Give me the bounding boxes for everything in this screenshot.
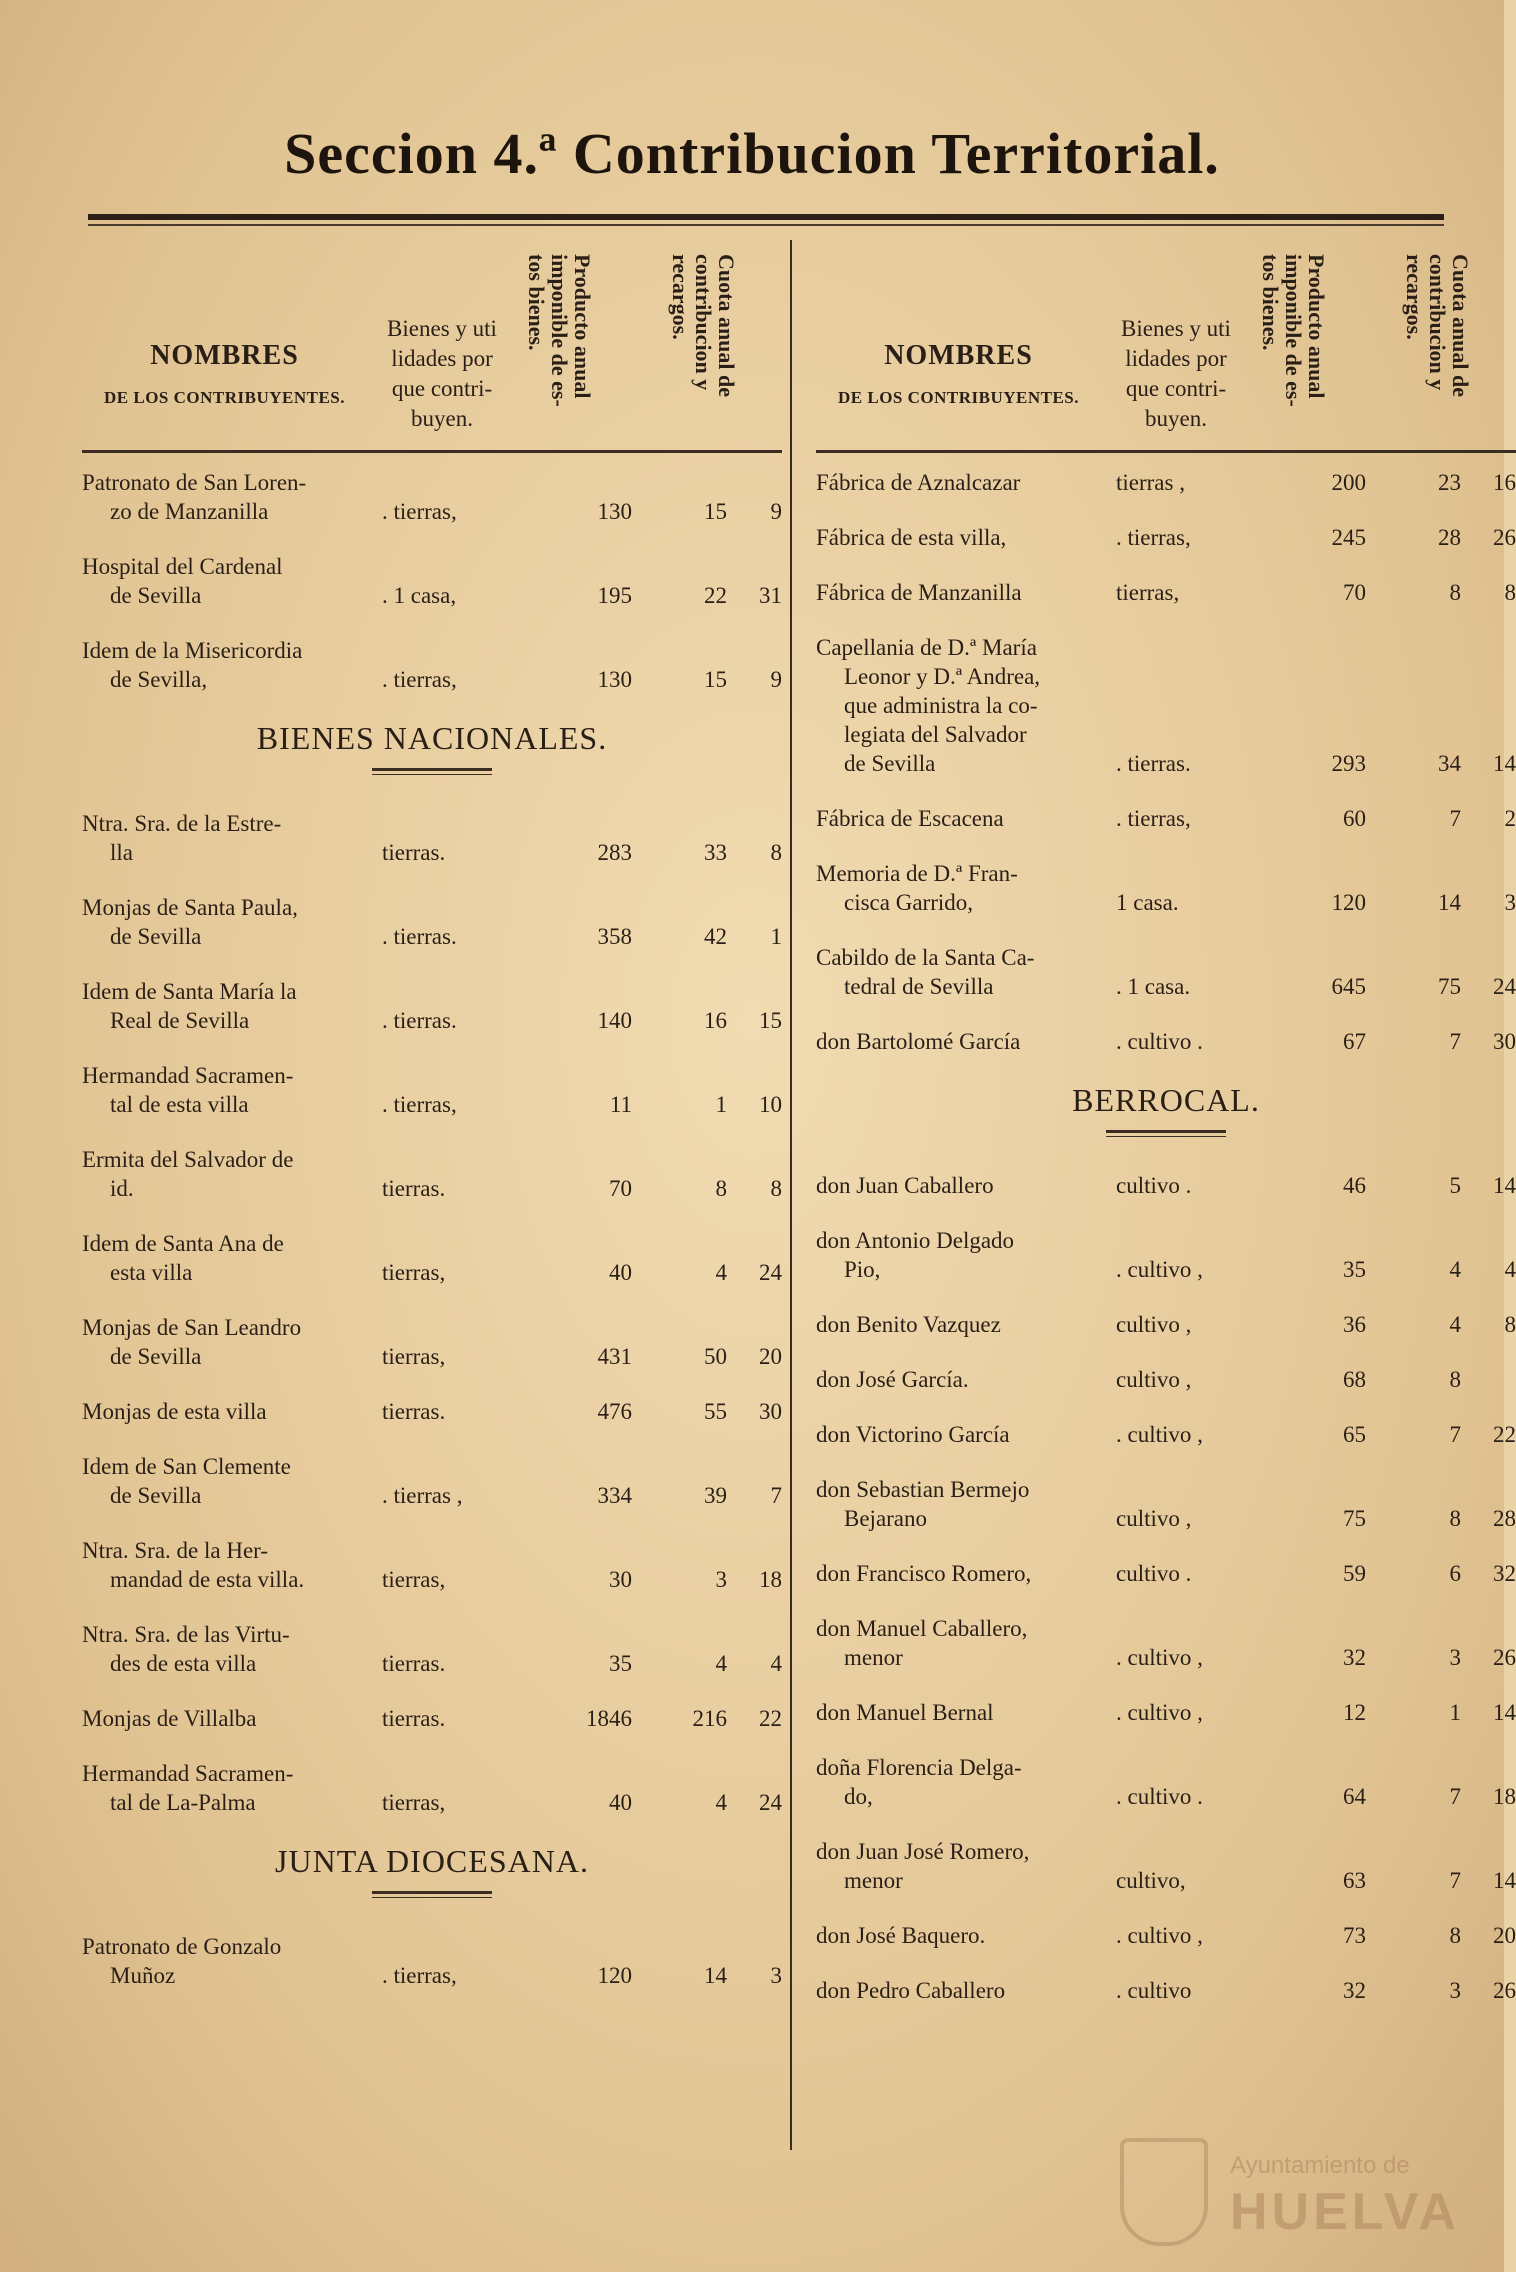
cuota-reales-cell: 216 <box>692 1706 727 1731</box>
header-nombres: NOMBRES DE LOS CONTRIBUYENTES. <box>837 340 1080 407</box>
producto-cell: 32 <box>1343 1978 1366 2003</box>
left-table-body <box>82 468 782 1990</box>
table-row <box>816 1027 1516 1056</box>
cuota-reales-cell: 4 <box>715 1651 727 1676</box>
producto-cell: 476 <box>597 1399 632 1424</box>
bienes-cell: tierras. <box>382 1706 446 1731</box>
bienes-cell: . tierras, <box>382 667 457 692</box>
contributor-name: Hermandad Sacramen- tal de esta villa <box>82 1063 294 1117</box>
contributor-name: Cabildo de la Santa Ca- tedral de Sevilla <box>816 945 1035 999</box>
cuota-maravedis-cell: 10 <box>759 1092 782 1117</box>
contributor-name: Monjas de San Leandro de Sevilla <box>82 1315 302 1369</box>
cuota-reales-cell: 7 <box>1449 806 1461 831</box>
contributor-name: don Victorino García <box>816 1422 1010 1447</box>
bienes-cell: . cultivo . <box>1116 1029 1203 1054</box>
table-row <box>82 468 782 526</box>
section-rule <box>372 1891 492 1898</box>
title-rule-thin <box>88 224 1444 226</box>
cuota-maravedis-cell: 2 <box>1504 806 1516 831</box>
producto-cell: 358 <box>597 924 632 949</box>
header-cuota: Cuota anual de contribucion y recargos. <box>1402 254 1473 398</box>
contributor-name: Idem de Santa Ana de esta villa <box>82 1231 284 1285</box>
cuota-reales-cell: 4 <box>1449 1312 1461 1337</box>
cuota-maravedis-cell: 4 <box>1504 1257 1516 1282</box>
cuota-maravedis-cell: 30 <box>759 1399 782 1424</box>
table-row <box>82 1452 782 1510</box>
cuota-maravedis-cell: 26 <box>1493 1645 1516 1670</box>
table-row <box>816 1171 1516 1200</box>
cuota-maravedis-cell: 14 <box>1493 1700 1516 1725</box>
contributor-name: Fábrica de Escacena <box>816 806 1004 831</box>
section-heading: BERROCAL. <box>1072 1082 1260 1118</box>
cuota-reales-cell: 1 <box>715 1092 727 1117</box>
bienes-cell: tierras , <box>1116 470 1185 495</box>
bienes-cell: tierras, <box>382 1567 446 1592</box>
table-row <box>82 1932 782 1990</box>
cuota-reales-cell: 8 <box>1449 580 1461 605</box>
section-heading: BIENES NACIONALES. <box>256 720 608 756</box>
cuota-maravedis-cell: 28 <box>1493 1506 1516 1531</box>
page-title: Seccion 4.ª Contribucion Territorial. <box>284 121 1220 186</box>
contributor-name: Hermandad Sacramen- tal de La-Palma <box>82 1761 294 1815</box>
bienes-cell: tierras. <box>382 840 446 865</box>
left-table-header <box>82 240 782 450</box>
watermark: Ayuntamiento de HUELVA <box>1120 2138 1440 2248</box>
producto-cell: 60 <box>1343 806 1366 831</box>
cuota-reales-cell: 3 <box>1449 1645 1461 1670</box>
cuota-reales-cell: 22 <box>704 583 727 608</box>
producto-cell: 40 <box>609 1260 632 1285</box>
table-row <box>816 1976 1516 2005</box>
table-row <box>82 552 782 610</box>
bienes-cell: cultivo , <box>1116 1367 1192 1392</box>
bienes-cell: cultivo, <box>1116 1868 1186 1893</box>
bienes-cell: tierras. <box>382 1651 446 1676</box>
table-row <box>82 1061 782 1119</box>
cuota-reales-cell: 55 <box>704 1399 727 1424</box>
cuota-maravedis-cell: 16 <box>1493 470 1516 495</box>
header-rule <box>82 450 782 453</box>
producto-cell: 46 <box>1343 1173 1366 1198</box>
bienes-cell: cultivo . <box>1116 1561 1192 1586</box>
contributor-name: Fábrica de Manzanilla <box>816 580 1022 605</box>
header-nombres: NOMBRES DE LOS CONTRIBUYENTES. <box>103 340 346 407</box>
contributor-name: Idem de San Clemente de Sevilla <box>82 1454 291 1508</box>
cuota-maravedis-cell: 26 <box>1493 525 1516 550</box>
cuota-reales-cell: 6 <box>1449 1561 1461 1586</box>
producto-cell: 40 <box>609 1790 632 1815</box>
cuota-maravedis-cell: 4 <box>770 1651 782 1676</box>
contributor-name: Fábrica de esta villa, <box>816 525 1007 550</box>
contributor-name: don Antonio Delgado Pio, <box>816 1228 1015 1282</box>
producto-cell: 293 <box>1331 751 1366 776</box>
cuota-maravedis-cell: 1 <box>770 924 782 949</box>
contributor-name: Patronato de San Loren- zo de Manzanilla <box>82 470 307 524</box>
table-row <box>82 893 782 951</box>
bienes-cell: tierras. <box>382 1399 446 1424</box>
table-row <box>82 1229 782 1287</box>
contributor-name: don José Baquero. <box>816 1923 986 1948</box>
cuota-reales-cell: 33 <box>704 840 727 865</box>
table-row <box>816 1837 1516 1895</box>
producto-cell: 11 <box>609 1092 632 1117</box>
cuota-reales-cell: 16 <box>704 1008 727 1033</box>
producto-cell: 140 <box>597 1008 632 1033</box>
cuota-maravedis-cell: 24 <box>759 1790 782 1815</box>
bienes-cell: cultivo , <box>1116 1312 1192 1337</box>
bienes-cell: tierras, <box>382 1260 446 1285</box>
table-row <box>816 1420 1516 1449</box>
cuota-reales-cell: 15 <box>704 499 727 524</box>
contributor-name: Ntra. Sra. de la Her- mandad de esta villa. <box>82 1538 305 1592</box>
contributor-name: don Francisco Romero, <box>816 1561 1032 1586</box>
cuota-maravedis-cell: 3 <box>1504 890 1516 915</box>
header-bienes: Bienes y uti lidades por que contri- buyen. <box>387 316 497 431</box>
producto-cell: 63 <box>1343 1868 1366 1893</box>
cuota-reales-cell: 28 <box>1438 525 1461 550</box>
contributor-name: Capellania de D.ª María Leonor y D.ª Andrea, que administra la co- legiata del Salvador de Sevilla <box>816 635 1041 776</box>
cuota-reales-cell: 75 <box>1438 974 1461 999</box>
table-row <box>82 1704 782 1733</box>
table-row <box>816 1753 1516 1811</box>
cuota-maravedis-cell: 32 <box>1493 1561 1516 1586</box>
contributor-name: don José García. <box>816 1367 969 1392</box>
bienes-cell: . tierras. <box>382 1008 457 1033</box>
cuota-reales-cell: 14 <box>704 1963 727 1988</box>
table-row <box>816 1559 1516 1588</box>
producto-cell: 120 <box>1331 890 1366 915</box>
contributor-name: Ermita del Salvador de id. <box>82 1147 294 1201</box>
table-row <box>816 578 1516 607</box>
header-producto: Producto anual imponible de es- tos bienes. <box>524 254 595 407</box>
cuota-reales-cell: 1 <box>1449 1700 1461 1725</box>
cuota-reales-cell: 3 <box>1449 1978 1461 2003</box>
bienes-cell: . tierras. <box>1116 751 1191 776</box>
contributor-name: don Bartolomé García <box>816 1029 1021 1054</box>
left-column <box>82 240 782 2016</box>
bienes-cell: tierras. <box>382 1176 446 1201</box>
producto-cell: 36 <box>1343 1312 1366 1337</box>
cuota-maravedis-cell: 15 <box>759 1008 782 1033</box>
cuota-maravedis-cell: 22 <box>1493 1422 1516 1447</box>
bienes-cell: . tierras. <box>382 924 457 949</box>
contributor-name: Idem de la Misericordia de Sevilla, <box>82 638 303 692</box>
table-row <box>82 1759 782 1817</box>
cuota-reales-cell: 8 <box>1449 1367 1461 1392</box>
bienes-cell: . tierras , <box>382 1483 463 1508</box>
table-row <box>816 1310 1516 1339</box>
cuota-reales-cell: 7 <box>1449 1784 1461 1809</box>
table-row <box>816 1921 1516 1950</box>
cuota-maravedis-cell: 24 <box>759 1260 782 1285</box>
contributor-name: Fábrica de Aznalcazar <box>816 470 1021 495</box>
bienes-cell: . cultivo <box>1116 1978 1192 2003</box>
contributor-name: Ntra. Sra. de la Estre- lla <box>82 811 282 865</box>
header-producto: Producto anual imponible de es- tos bienes. <box>1258 254 1329 407</box>
producto-cell: 283 <box>597 840 632 865</box>
table-row <box>82 1313 782 1371</box>
producto-cell: 35 <box>1343 1257 1366 1282</box>
contributor-name: don Manuel Bernal <box>816 1700 994 1725</box>
bienes-cell: tierras, <box>1116 580 1180 605</box>
table-row <box>82 1145 782 1203</box>
cuota-reales-cell: 3 <box>715 1567 727 1592</box>
table-row <box>82 1397 782 1426</box>
header-cuota: Cuota anual de contribucion y recargos. <box>668 254 739 398</box>
column-divider <box>790 240 792 2150</box>
bienes-cell: . tierras, <box>382 1092 457 1117</box>
bienes-cell: . cultivo , <box>1116 1700 1203 1725</box>
producto-cell: 35 <box>609 1651 632 1676</box>
table-row <box>82 1536 782 1594</box>
cuota-maravedis-cell: 8 <box>770 1176 782 1201</box>
cuota-maravedis-cell: 18 <box>759 1567 782 1592</box>
cuota-maravedis-cell: 20 <box>1493 1923 1516 1948</box>
cuota-reales-cell: 7 <box>1449 1422 1461 1447</box>
right-table-body <box>816 468 1516 2005</box>
bienes-cell: . cultivo , <box>1116 1923 1203 1948</box>
header-bienes: Bienes y uti lidades por que contri- buyen. <box>1121 316 1231 431</box>
cuota-reales-cell: 5 <box>1449 1173 1461 1198</box>
producto-cell: 32 <box>1343 1645 1366 1670</box>
bienes-cell: . cultivo , <box>1116 1645 1203 1670</box>
contributor-name: Memoria de D.ª Fran- cisca Garrido, <box>816 861 1018 915</box>
contributor-name: don Sebastian Bermejo Bejarano <box>816 1477 1030 1531</box>
bienes-cell: 1 casa. <box>1116 890 1179 915</box>
contributor-name: don Manuel Caballero, menor <box>816 1616 1028 1670</box>
cuota-reales-cell: 34 <box>1438 751 1461 776</box>
table-row <box>82 809 782 867</box>
table-row <box>816 859 1516 917</box>
contributor-name: Ntra. Sra. de las Virtu- des de esta villa <box>82 1622 290 1676</box>
table-row <box>816 523 1516 552</box>
cuota-maravedis-cell: 8 <box>1504 1312 1516 1337</box>
bienes-cell: . tierras, <box>1116 525 1191 550</box>
table-row <box>816 1365 1516 1394</box>
cuota-reales-cell: 8 <box>1449 1506 1461 1531</box>
bienes-cell: tierras, <box>382 1344 446 1369</box>
contributor-name: Idem de Santa María la Real de Sevilla <box>82 979 297 1033</box>
table-row <box>816 1475 1516 1533</box>
cuota-maravedis-cell: 14 <box>1493 1173 1516 1198</box>
producto-cell: 75 <box>1343 1506 1366 1531</box>
producto-cell: 30 <box>609 1567 632 1592</box>
producto-cell: 73 <box>1343 1923 1366 1948</box>
cuota-maravedis-cell: 9 <box>770 499 782 524</box>
cuota-reales-cell: 15 <box>704 667 727 692</box>
producto-cell: 70 <box>609 1176 632 1201</box>
cuota-maravedis-cell: 9 <box>770 667 782 692</box>
cuota-maravedis-cell: 22 <box>759 1706 782 1731</box>
contributor-name: Monjas de Santa Paula, de Sevilla <box>82 895 298 949</box>
table-row <box>82 636 782 694</box>
cuota-reales-cell: 14 <box>1438 890 1461 915</box>
section-rule <box>1106 1130 1226 1137</box>
bienes-cell: tierras, <box>382 1790 446 1815</box>
cuota-maravedis-cell: 30 <box>1493 1029 1516 1054</box>
contributor-name: Patronato de Gonzalo Muñoz <box>82 1934 282 1988</box>
cuota-maravedis-cell: 26 <box>1493 1978 1516 2003</box>
producto-cell: 65 <box>1343 1422 1366 1447</box>
contributor-name: Monjas de Villalba <box>82 1706 257 1731</box>
bienes-cell: . 1 casa, <box>382 583 457 608</box>
shield-icon <box>1120 2138 1208 2246</box>
producto-cell: 130 <box>597 499 632 524</box>
cuota-maravedis-cell: 8 <box>770 840 782 865</box>
cuota-maravedis-cell: 24 <box>1493 974 1516 999</box>
cuota-reales-cell: 7 <box>1449 1029 1461 1054</box>
title-rule <box>88 214 1444 220</box>
producto-cell: 12 <box>1343 1700 1366 1725</box>
producto-cell: 68 <box>1343 1367 1366 1392</box>
table-row <box>816 943 1516 1001</box>
table-row <box>816 1698 1516 1727</box>
cuota-reales-cell: 23 <box>1438 470 1461 495</box>
table-row <box>816 468 1516 497</box>
producto-cell: 334 <box>597 1483 632 1508</box>
cuota-reales-cell: 4 <box>715 1790 727 1815</box>
cuota-maravedis-cell: 3 <box>770 1963 782 1988</box>
contributor-name: don Benito Vazquez <box>816 1312 1001 1337</box>
bienes-cell: . 1 casa. <box>1116 974 1191 999</box>
producto-cell: 59 <box>1343 1561 1366 1586</box>
cuota-maravedis-cell: 18 <box>1493 1784 1516 1809</box>
right-table-header <box>816 240 1516 450</box>
table-row <box>82 977 782 1035</box>
section-heading: JUNTA DIOCESANA. <box>275 1843 589 1879</box>
bienes-cell: . tierras, <box>382 1963 457 1988</box>
producto-cell: 645 <box>1331 974 1366 999</box>
producto-cell: 70 <box>1343 580 1366 605</box>
table-row <box>82 1620 782 1678</box>
cuota-maravedis-cell: 31 <box>759 583 782 608</box>
bienes-cell: cultivo . <box>1116 1173 1192 1198</box>
cuota-reales-cell: 4 <box>1449 1257 1461 1282</box>
contributor-name: don Juan Caballero <box>816 1173 994 1198</box>
bienes-cell: cultivo , <box>1116 1506 1192 1531</box>
contributor-name: Monjas de esta villa <box>82 1399 267 1424</box>
cuota-reales-cell: 8 <box>1449 1923 1461 1948</box>
cuota-reales-cell: 50 <box>704 1344 727 1369</box>
cuota-reales-cell: 42 <box>704 924 727 949</box>
contributor-name: don Pedro Caballero <box>816 1978 1006 2003</box>
cuota-maravedis-cell: 20 <box>759 1344 782 1369</box>
producto-cell: 67 <box>1343 1029 1366 1054</box>
section-rule <box>372 768 492 775</box>
bienes-cell: . tierras, <box>1116 806 1191 831</box>
bienes-cell: . tierras, <box>382 499 457 524</box>
bienes-cell: . cultivo . <box>1116 1784 1203 1809</box>
producto-cell: 200 <box>1331 470 1366 495</box>
producto-cell: 64 <box>1343 1784 1366 1809</box>
cuota-maravedis-cell: 8 <box>1504 580 1516 605</box>
producto-cell: 130 <box>597 667 632 692</box>
table-row <box>816 1614 1516 1672</box>
right-column <box>816 240 1516 2031</box>
cuota-reales-cell: 39 <box>704 1483 727 1508</box>
cuota-reales-cell: 4 <box>715 1260 727 1285</box>
producto-cell: 431 <box>597 1344 632 1369</box>
table-row <box>816 633 1516 778</box>
table-row <box>816 804 1516 833</box>
contributor-name: Hospital del Cardenal de Sevilla <box>82 554 283 608</box>
producto-cell: 245 <box>1331 525 1366 550</box>
header-rule <box>816 450 1516 453</box>
contributor-name: don Juan José Romero, menor <box>816 1839 1030 1893</box>
cuota-maravedis-cell: 14 <box>1493 751 1516 776</box>
contributor-name: doña Florencia Delga- do, <box>816 1755 1022 1809</box>
cuota-maravedis-cell: 7 <box>770 1483 782 1508</box>
bienes-cell: . cultivo , <box>1116 1257 1203 1282</box>
producto-cell: 195 <box>597 583 632 608</box>
producto-cell: 1846 <box>586 1706 632 1731</box>
cuota-reales-cell: 8 <box>715 1176 727 1201</box>
producto-cell: 120 <box>597 1963 632 1988</box>
table-row <box>816 1226 1516 1284</box>
cuota-reales-cell: 7 <box>1449 1868 1461 1893</box>
cuota-maravedis-cell: 14 <box>1493 1868 1516 1893</box>
bienes-cell: . cultivo , <box>1116 1422 1203 1447</box>
